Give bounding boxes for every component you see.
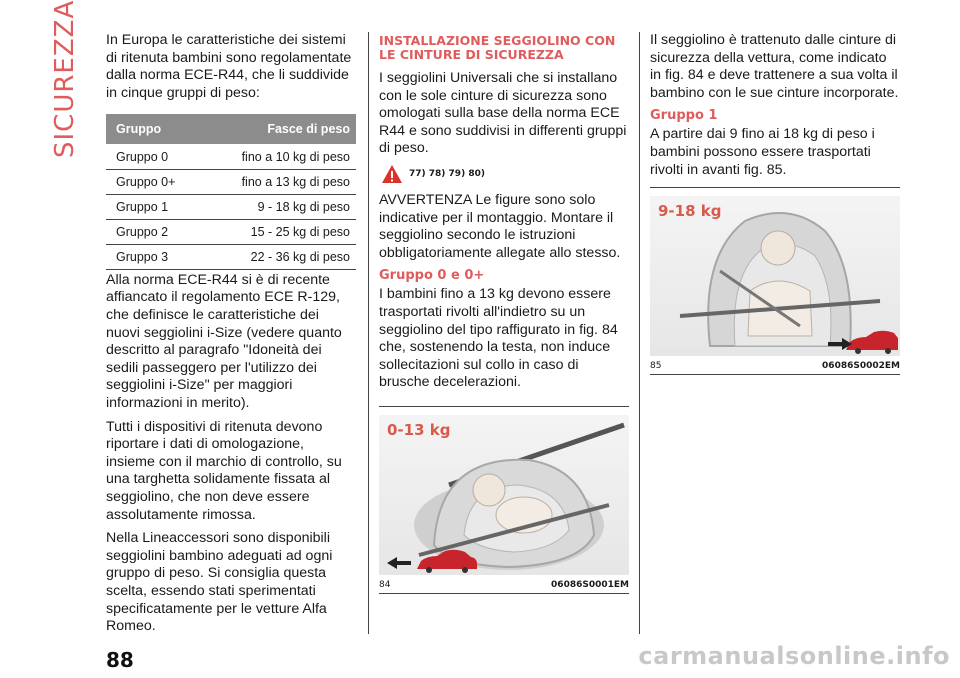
figure-caption (379, 575, 629, 593)
figure-85 (650, 187, 900, 375)
rear-facing-seat-illustration (379, 415, 629, 575)
column-right (650, 32, 900, 375)
figure-weight-label: 9-18 kg (658, 202, 722, 221)
group-0-paragraph: I bambini fino a 13 kg devono essere trasportati rivolti all'indietro su un seggiolino del tipo raffigurato in fig. 84 che, sostenendo la testa, non induce sollecitazioni sul collo in caso di brusche decelerazioni. (379, 286, 618, 391)
seat-retention-paragraph: Il seggiolino è trattenuto dalle cinture di sicurezza della vettura, come indicato in fig. 84 e deve trattenere a sua volta il bambino con le sue cinture incorporate. (650, 32, 899, 101)
figure-weight-label: 0-13 kg (387, 420, 451, 439)
warning-paragraph: AVVERTENZA Le figure sono solo indicative per il montaggio. Montare il seggiolino secondo le istruzioni obbligatoriamente allegate allo stesso. (379, 191, 621, 261)
approval-paragraph: Tutti i dispositivi di ritenuta devono riportare i dati di omologazione, insieme con il marchio di controllo, su una targhetta solidamente fissata al seggiolino, che non deve essere assolutamente rimossa. (106, 418, 342, 523)
table-row (106, 169, 356, 194)
section-heading: INSTALLAZIONE SEGGIOLINO CON LE CINTURE DI SICUREZZA (379, 33, 616, 62)
weight-groups-table (106, 114, 356, 270)
figure-caption (650, 356, 900, 374)
group-cell: Gruppo 0+ (106, 169, 200, 194)
table-row (106, 219, 356, 244)
forward-facing-seat-illustration (650, 196, 900, 356)
group-cell: Gruppo 1 (106, 194, 200, 219)
weight-cell: 22 - 36 kg di peso (200, 244, 356, 269)
table-header-weight: Fasce di peso (200, 114, 356, 144)
table-row (106, 194, 356, 219)
weight-cell: fino a 10 kg di peso (200, 144, 356, 169)
column-divider (639, 32, 640, 634)
watermark: carmanualsonline.info (638, 642, 950, 670)
warning-triangle-icon (381, 164, 403, 184)
group-cell: Gruppo 0 (106, 144, 200, 169)
figure-84 (379, 406, 629, 594)
universal-seats-paragraph: I seggiolini Universali che si installano con le sole cinture di sicurezza sono omologati sulla base della norma ECE R44 e sono suddivisi in differenti gruppi di peso. (379, 70, 627, 157)
column-middle (379, 32, 629, 594)
group-cell: Gruppo 3 (106, 244, 200, 269)
weight-cell: 9 - 18 kg di peso (200, 194, 356, 219)
table-row (106, 144, 356, 169)
figure-number: 85 (650, 361, 662, 372)
weight-cell: fino a 13 kg di peso (200, 169, 356, 194)
weight-cell: 15 - 25 kg di peso (200, 219, 356, 244)
column-divider (368, 32, 369, 634)
warning-reference (381, 164, 629, 184)
table-header-row (106, 114, 356, 144)
figure-code: 06086S0001EM (551, 579, 629, 590)
table-row (106, 244, 356, 269)
page-number: 88 (106, 648, 134, 672)
group-1-paragraph: A partire dai 9 fino ai 18 kg di peso i bambini possono essere trasportati rivolti in avanti fig. 85. (650, 126, 875, 178)
warning-ref-numbers: 77) 78) 79) 80) (409, 168, 485, 179)
i-size-paragraph: Alla norma ECE-R44 si è di recente affiancato il regolamento ECE R-129, che definisce le caratteristiche dei nuovi seggiolini i-Size (vedere quanto descritto al paragrafo "Idoneità dei sedili passeggero per l'utilizzo dei seggiolini i-Size" per maggiori informazioni in merito). (106, 271, 342, 412)
intro-paragraph: In Europa le caratteristiche dei sistemi di ritenuta bambini sono regolamentate dalla norma ECE-R44, che li suddivide in cinque gruppi di peso: (106, 32, 352, 101)
table-header-group: Gruppo (106, 114, 200, 144)
column-left (106, 32, 356, 642)
group-1-heading: Gruppo 1 (650, 108, 718, 124)
section-title: SICUREZZA (50, 0, 80, 158)
group-cell: Gruppo 2 (106, 219, 200, 244)
group-0-heading: Gruppo 0 e 0+ (379, 268, 485, 284)
lineaccessori-paragraph: Nella Lineaccessori sono disponibili seggiolini bambino adeguati ad ogni gruppo di peso. Si consiglia questa scelta, essendo stati sperimentati specificatamente per le vetture Alfa Romeo. (106, 530, 333, 635)
figure-number: 84 (379, 579, 391, 590)
figure-code: 06086S0002EM (822, 361, 900, 372)
